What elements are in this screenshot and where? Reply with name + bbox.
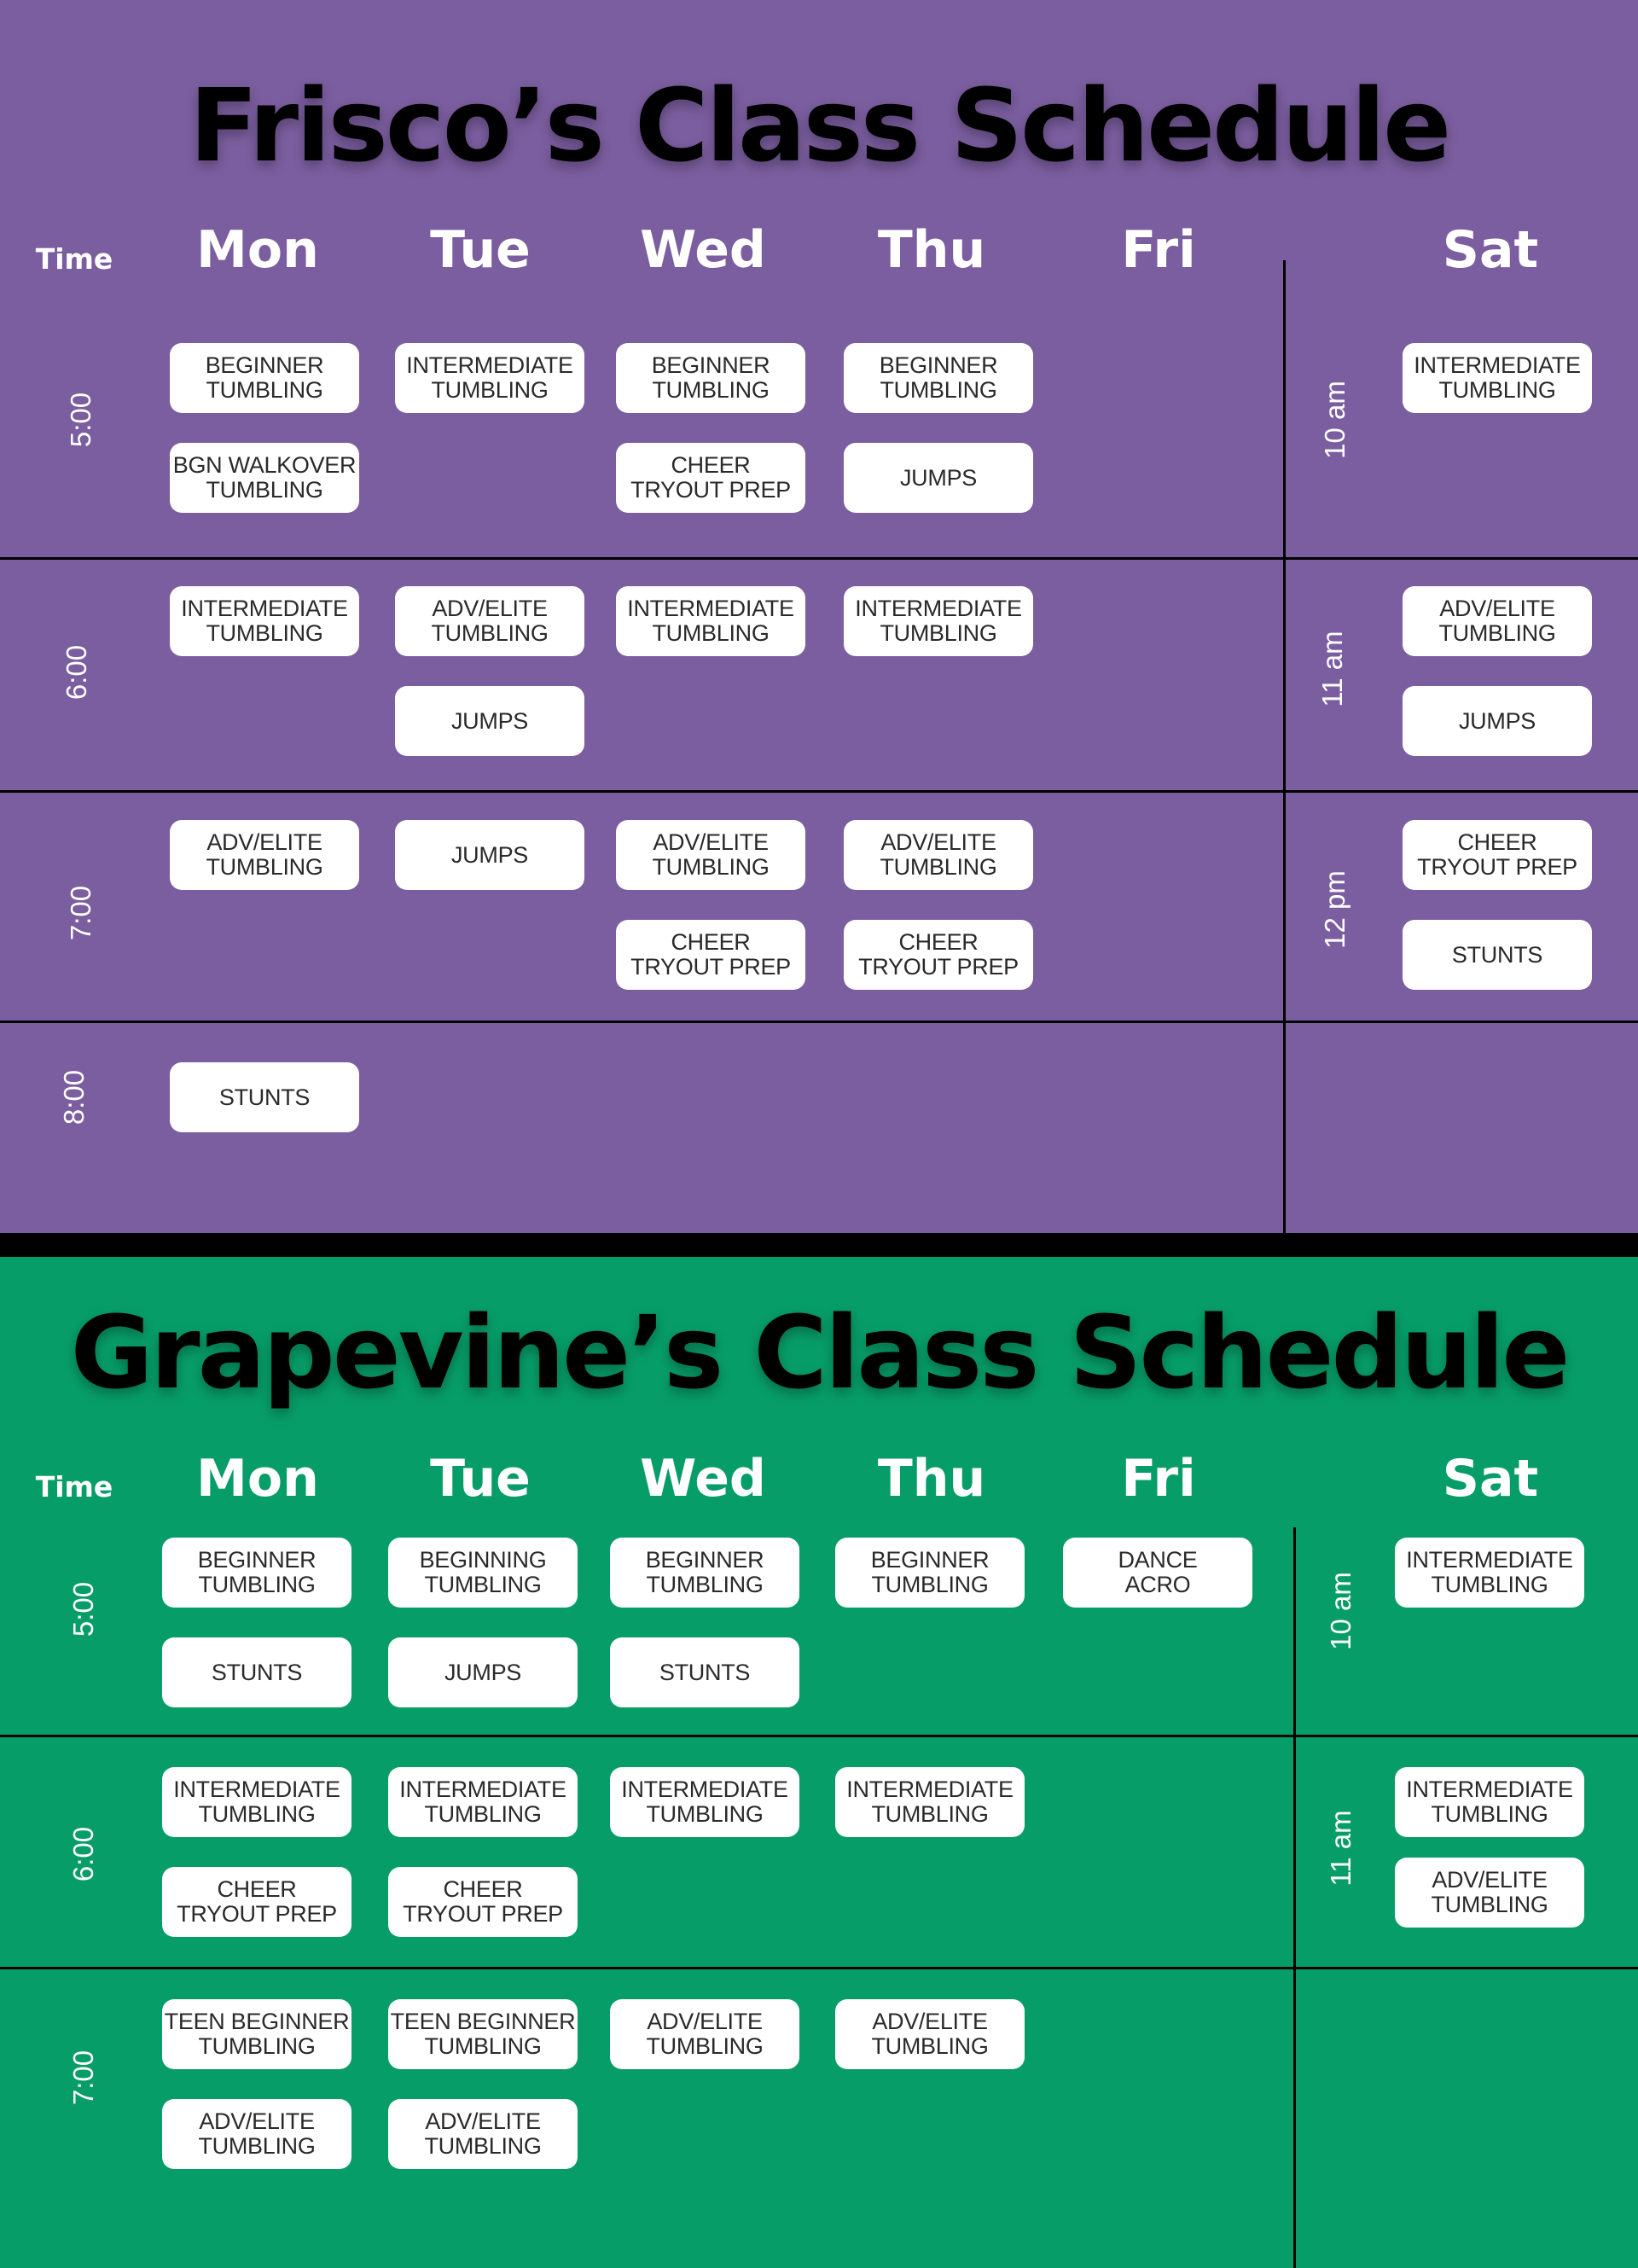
class-chip[interactable]: JUMPS bbox=[395, 820, 584, 890]
frisco-day-fri: Fri bbox=[1121, 220, 1196, 280]
frisco-day-tue: Tue bbox=[430, 220, 531, 280]
class-chip[interactable]: ADV/ELITE TUMBLING bbox=[162, 2099, 351, 2169]
grapevine-day-mon: Mon bbox=[196, 1449, 319, 1509]
class-chip[interactable]: JUMPS bbox=[1403, 686, 1592, 756]
grapevine-time-header: Time bbox=[35, 1470, 113, 1503]
class-chip[interactable]: BEGINNER TUMBLING bbox=[170, 343, 359, 413]
class-chip[interactable]: INTERMEDIATE TUMBLING bbox=[162, 1767, 351, 1837]
class-chip[interactable]: STUNTS bbox=[170, 1062, 359, 1132]
class-chip[interactable]: INTERMEDIATE TUMBLING bbox=[1395, 1538, 1584, 1608]
frisco-saturday-divider bbox=[1283, 260, 1286, 1233]
class-chip[interactable]: INTERMEDIATE TUMBLING bbox=[170, 586, 359, 656]
grapevine-day-tue: Tue bbox=[430, 1449, 531, 1509]
frisco-row-divider bbox=[0, 790, 1638, 793]
class-chip[interactable]: CHEER TRYOUT PREP bbox=[388, 1867, 578, 1937]
class-chip[interactable]: BEGINNER TUMBLING bbox=[162, 1538, 351, 1608]
frisco-sat-time-11am: 11 am bbox=[1316, 631, 1348, 707]
frisco-sat-time-10am: 10 am bbox=[1319, 381, 1350, 459]
grapevine-schedule bbox=[0, 1257, 1638, 2268]
class-chip[interactable]: JUMPS bbox=[844, 443, 1033, 513]
frisco-row-divider bbox=[0, 557, 1638, 560]
grapevine-day-thu: Thu bbox=[877, 1449, 986, 1509]
class-chip[interactable]: ADV/ELITE TUMBLING bbox=[616, 820, 805, 890]
grapevine-saturday-divider bbox=[1293, 1527, 1296, 2268]
frisco-day-sat: Sat bbox=[1442, 220, 1539, 280]
class-chip[interactable]: ADV/ELITE TUMBLING bbox=[388, 2099, 578, 2169]
grapevine-time-7: 7:00 bbox=[67, 2050, 99, 2106]
class-chip[interactable]: INTERMEDIATE TUMBLING bbox=[1395, 1767, 1584, 1837]
frisco-time-7: 7:00 bbox=[65, 885, 96, 941]
class-chip[interactable]: TEEN BEGINNER TUMBLING bbox=[388, 1999, 578, 2069]
grapevine-row-divider bbox=[0, 1735, 1638, 1737]
class-chip[interactable]: JUMPS bbox=[388, 1637, 578, 1707]
class-chip[interactable]: BEGINNER TUMBLING bbox=[616, 343, 805, 413]
class-chip[interactable]: ADV/ELITE TUMBLING bbox=[395, 586, 584, 656]
class-chip[interactable]: STUNTS bbox=[1403, 920, 1592, 990]
grapevine-day-fri: Fri bbox=[1121, 1449, 1196, 1509]
class-chip[interactable]: INTERMEDIATE TUMBLING bbox=[844, 586, 1033, 656]
class-chip[interactable]: DANCE ACRO bbox=[1063, 1538, 1252, 1608]
class-chip[interactable]: TEEN BEGINNER TUMBLING bbox=[162, 1999, 351, 2069]
frisco-time-header: Time bbox=[35, 242, 113, 276]
class-chip[interactable]: STUNTS bbox=[162, 1637, 351, 1707]
class-chip[interactable]: INTERMEDIATE TUMBLING bbox=[1403, 343, 1592, 413]
class-chip[interactable]: BEGINNING TUMBLING bbox=[388, 1538, 578, 1608]
class-chip[interactable]: BEGINNER TUMBLING bbox=[610, 1538, 799, 1608]
grapevine-time-6: 6:00 bbox=[67, 1826, 99, 1882]
frisco-row-divider bbox=[0, 1021, 1638, 1023]
frisco-title: Frisco’s Class Schedule bbox=[189, 67, 1449, 184]
class-chip[interactable]: INTERMEDIATE TUMBLING bbox=[388, 1767, 578, 1837]
class-chip[interactable]: CHEER TRYOUT PREP bbox=[844, 920, 1033, 990]
class-chip[interactable]: CHEER TRYOUT PREP bbox=[162, 1867, 351, 1937]
grapevine-title: Grapevine’s Class Schedule bbox=[70, 1294, 1568, 1411]
grapevine-sat-time-10am: 10 am bbox=[1325, 1572, 1356, 1650]
frisco-day-thu: Thu bbox=[877, 220, 986, 280]
class-chip[interactable]: INTERMEDIATE TUMBLING bbox=[610, 1767, 799, 1837]
frisco-time-8: 8:00 bbox=[58, 1069, 90, 1125]
class-chip[interactable]: JUMPS bbox=[395, 686, 584, 756]
class-chip[interactable]: ADV/ELITE TUMBLING bbox=[1403, 586, 1592, 656]
class-chip[interactable]: ADV/ELITE TUMBLING bbox=[1395, 1858, 1584, 1928]
grapevine-row-divider bbox=[0, 1967, 1638, 1969]
class-chip[interactable]: CHEER TRYOUT PREP bbox=[1403, 820, 1592, 890]
class-chip[interactable]: BEGINNER TUMBLING bbox=[835, 1538, 1025, 1608]
class-chip[interactable]: INTERMEDIATE TUMBLING bbox=[616, 586, 805, 656]
frisco-sat-time-12pm: 12 pm bbox=[1319, 870, 1350, 949]
grapevine-day-sat: Sat bbox=[1442, 1449, 1539, 1509]
frisco-time-6: 6:00 bbox=[61, 644, 92, 701]
class-chip[interactable]: CHEER TRYOUT PREP bbox=[616, 920, 805, 990]
class-chip[interactable]: CHEER TRYOUT PREP bbox=[616, 443, 805, 513]
grapevine-sat-time-11am: 11 am bbox=[1325, 1810, 1356, 1887]
grapevine-time-5: 5:00 bbox=[67, 1581, 99, 1637]
frisco-time-5: 5:00 bbox=[65, 392, 96, 448]
class-chip[interactable]: BGN WALKOVER TUMBLING bbox=[170, 443, 359, 513]
class-chip[interactable]: ADV/ELITE TUMBLING bbox=[170, 820, 359, 890]
class-chip[interactable]: INTERMEDIATE TUMBLING bbox=[835, 1767, 1025, 1837]
frisco-day-mon: Mon bbox=[196, 220, 319, 280]
class-chip[interactable]: ADV/ELITE TUMBLING bbox=[835, 1999, 1025, 2069]
class-chip[interactable]: BEGINNER TUMBLING bbox=[844, 343, 1033, 413]
class-chip[interactable]: ADV/ELITE TUMBLING bbox=[844, 820, 1033, 890]
grapevine-day-wed: Wed bbox=[640, 1449, 766, 1509]
class-chip[interactable]: INTERMEDIATE TUMBLING bbox=[395, 343, 584, 413]
frisco-day-wed: Wed bbox=[640, 220, 766, 280]
class-chip[interactable]: STUNTS bbox=[610, 1637, 799, 1707]
class-chip[interactable]: ADV/ELITE TUMBLING bbox=[610, 1999, 799, 2069]
